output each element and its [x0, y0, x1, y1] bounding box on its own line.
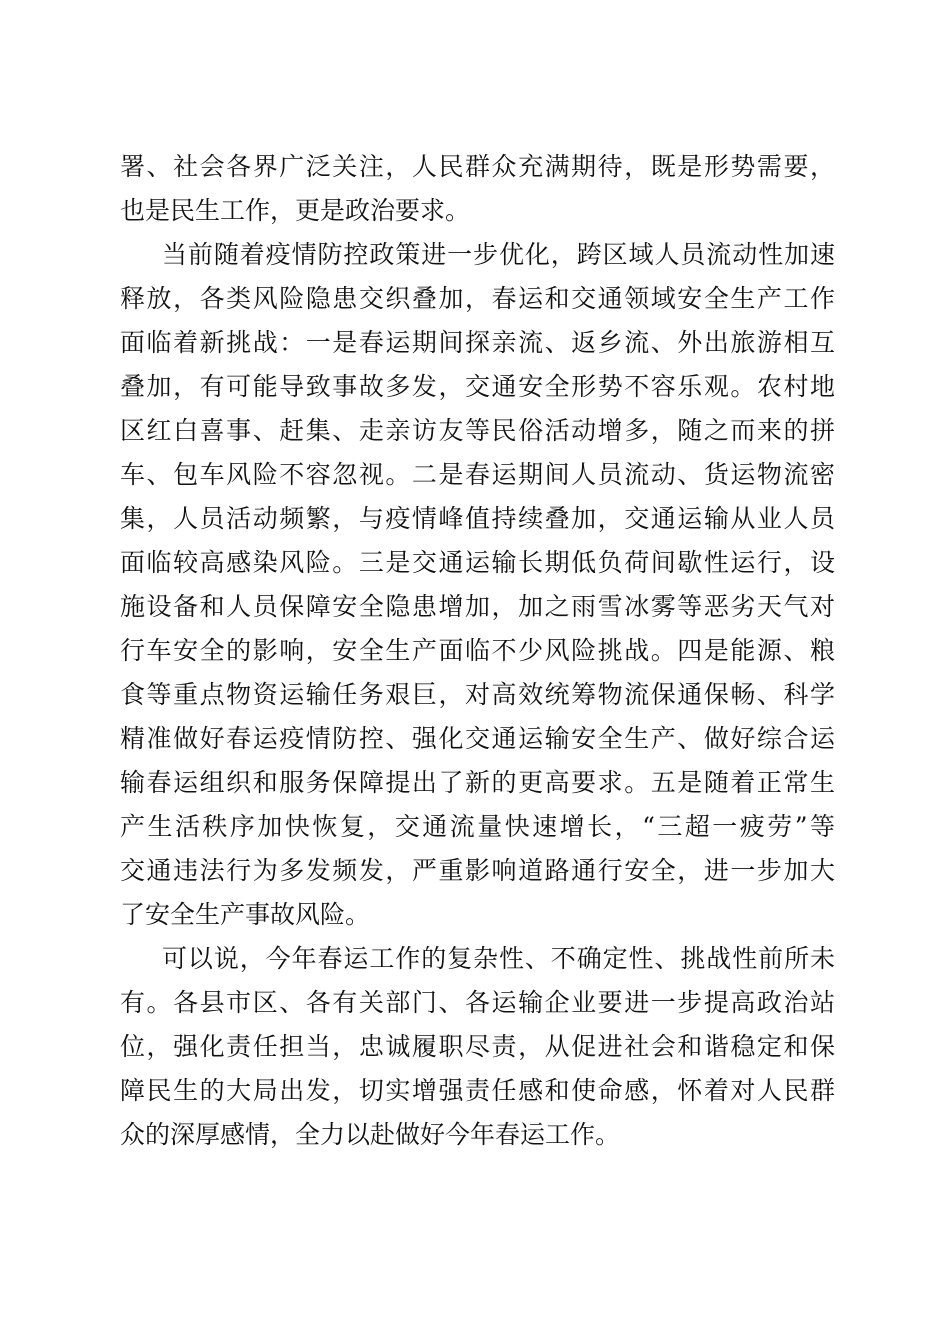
- paragraph-2: [120, 233, 835, 937]
- paragraph-line: 输春运组织和服务保障提出了新的更高要求。五是随着正常生: [120, 768, 835, 797]
- paragraph-1: [120, 145, 835, 233]
- paragraph-line: 可以说，今年春运工作的复杂性、不确定性、挑战性前所未: [162, 944, 835, 973]
- paragraph-line: 释放，各类风险隐患交织叠加，春运和交通领域安全生产工作: [120, 284, 835, 313]
- paragraph-line: 车、包车风险不容忽视。二是春运期间人员流动、货运物流密: [120, 460, 835, 489]
- paragraph-line: 交通违法行为多发频发，严重影响道路通行安全，进一步加大: [120, 856, 835, 885]
- paragraph-line: 精准做好春运疫情防控、强化交通运输安全生产、做好综合运: [120, 724, 835, 753]
- paragraph-3: [120, 937, 835, 1157]
- paragraph-line: 面临着新挑战：一是春运期间探亲流、返乡流、外出旅游相互: [120, 328, 835, 357]
- paragraph-line: 食等重点物资运输任务艰巨，对高效统筹物流保通保畅、科学: [120, 680, 835, 709]
- paragraph-line: 了安全生产事故风险。: [120, 900, 371, 929]
- paragraph-line: 位，强化责任担当，忠诚履职尽责，从促进社会和谐稳定和保: [120, 1032, 835, 1061]
- paragraph-line: 障民生的大局出发，切实增强责任感和使命感，怀着对人民群: [120, 1076, 835, 1105]
- paragraph-line: 行车安全的影响，安全生产面临不少风险挑战。四是能源、粮: [120, 636, 835, 665]
- paragraph-line: 区红白喜事、赶集、走亲访友等民俗活动增多，随之而来的拼: [120, 416, 835, 445]
- paragraph-line: 有。各县市区、各有关部门、各运输企业要进一步提高政治站: [120, 988, 835, 1017]
- body-text: [120, 145, 835, 1157]
- paragraph-line: 面临较高感染风险。三是交通运输长期低负荷间歇性运行，设: [120, 548, 835, 577]
- paragraph-line: 也是民生工作，更是政治要求。: [120, 196, 471, 225]
- paragraph-line: 集，人员活动频繁，与疫情峰值持续叠加，交通运输从业人员: [120, 504, 835, 533]
- paragraph-line: 众的深厚感情，全力以赴做好今年春运工作。: [120, 1120, 621, 1149]
- paragraph-line: 产生活秩序加快恢复，交通流量快速增长，“三超一疲劳”等: [120, 812, 835, 841]
- paragraph-line: 当前随着疫情防控政策进一步优化，跨区域人员流动性加速: [162, 240, 835, 269]
- paragraph-line: 施设备和人员保障安全隐患增加，加之雨雪冰雾等恶劣天气对: [120, 592, 835, 621]
- paragraph-line: 署、社会各界广泛关注，人民群众充满期待，既是形势需要，: [120, 152, 835, 181]
- paragraph-line: 叠加，有可能导致事故多发，交通安全形势不容乐观。农村地: [120, 372, 835, 401]
